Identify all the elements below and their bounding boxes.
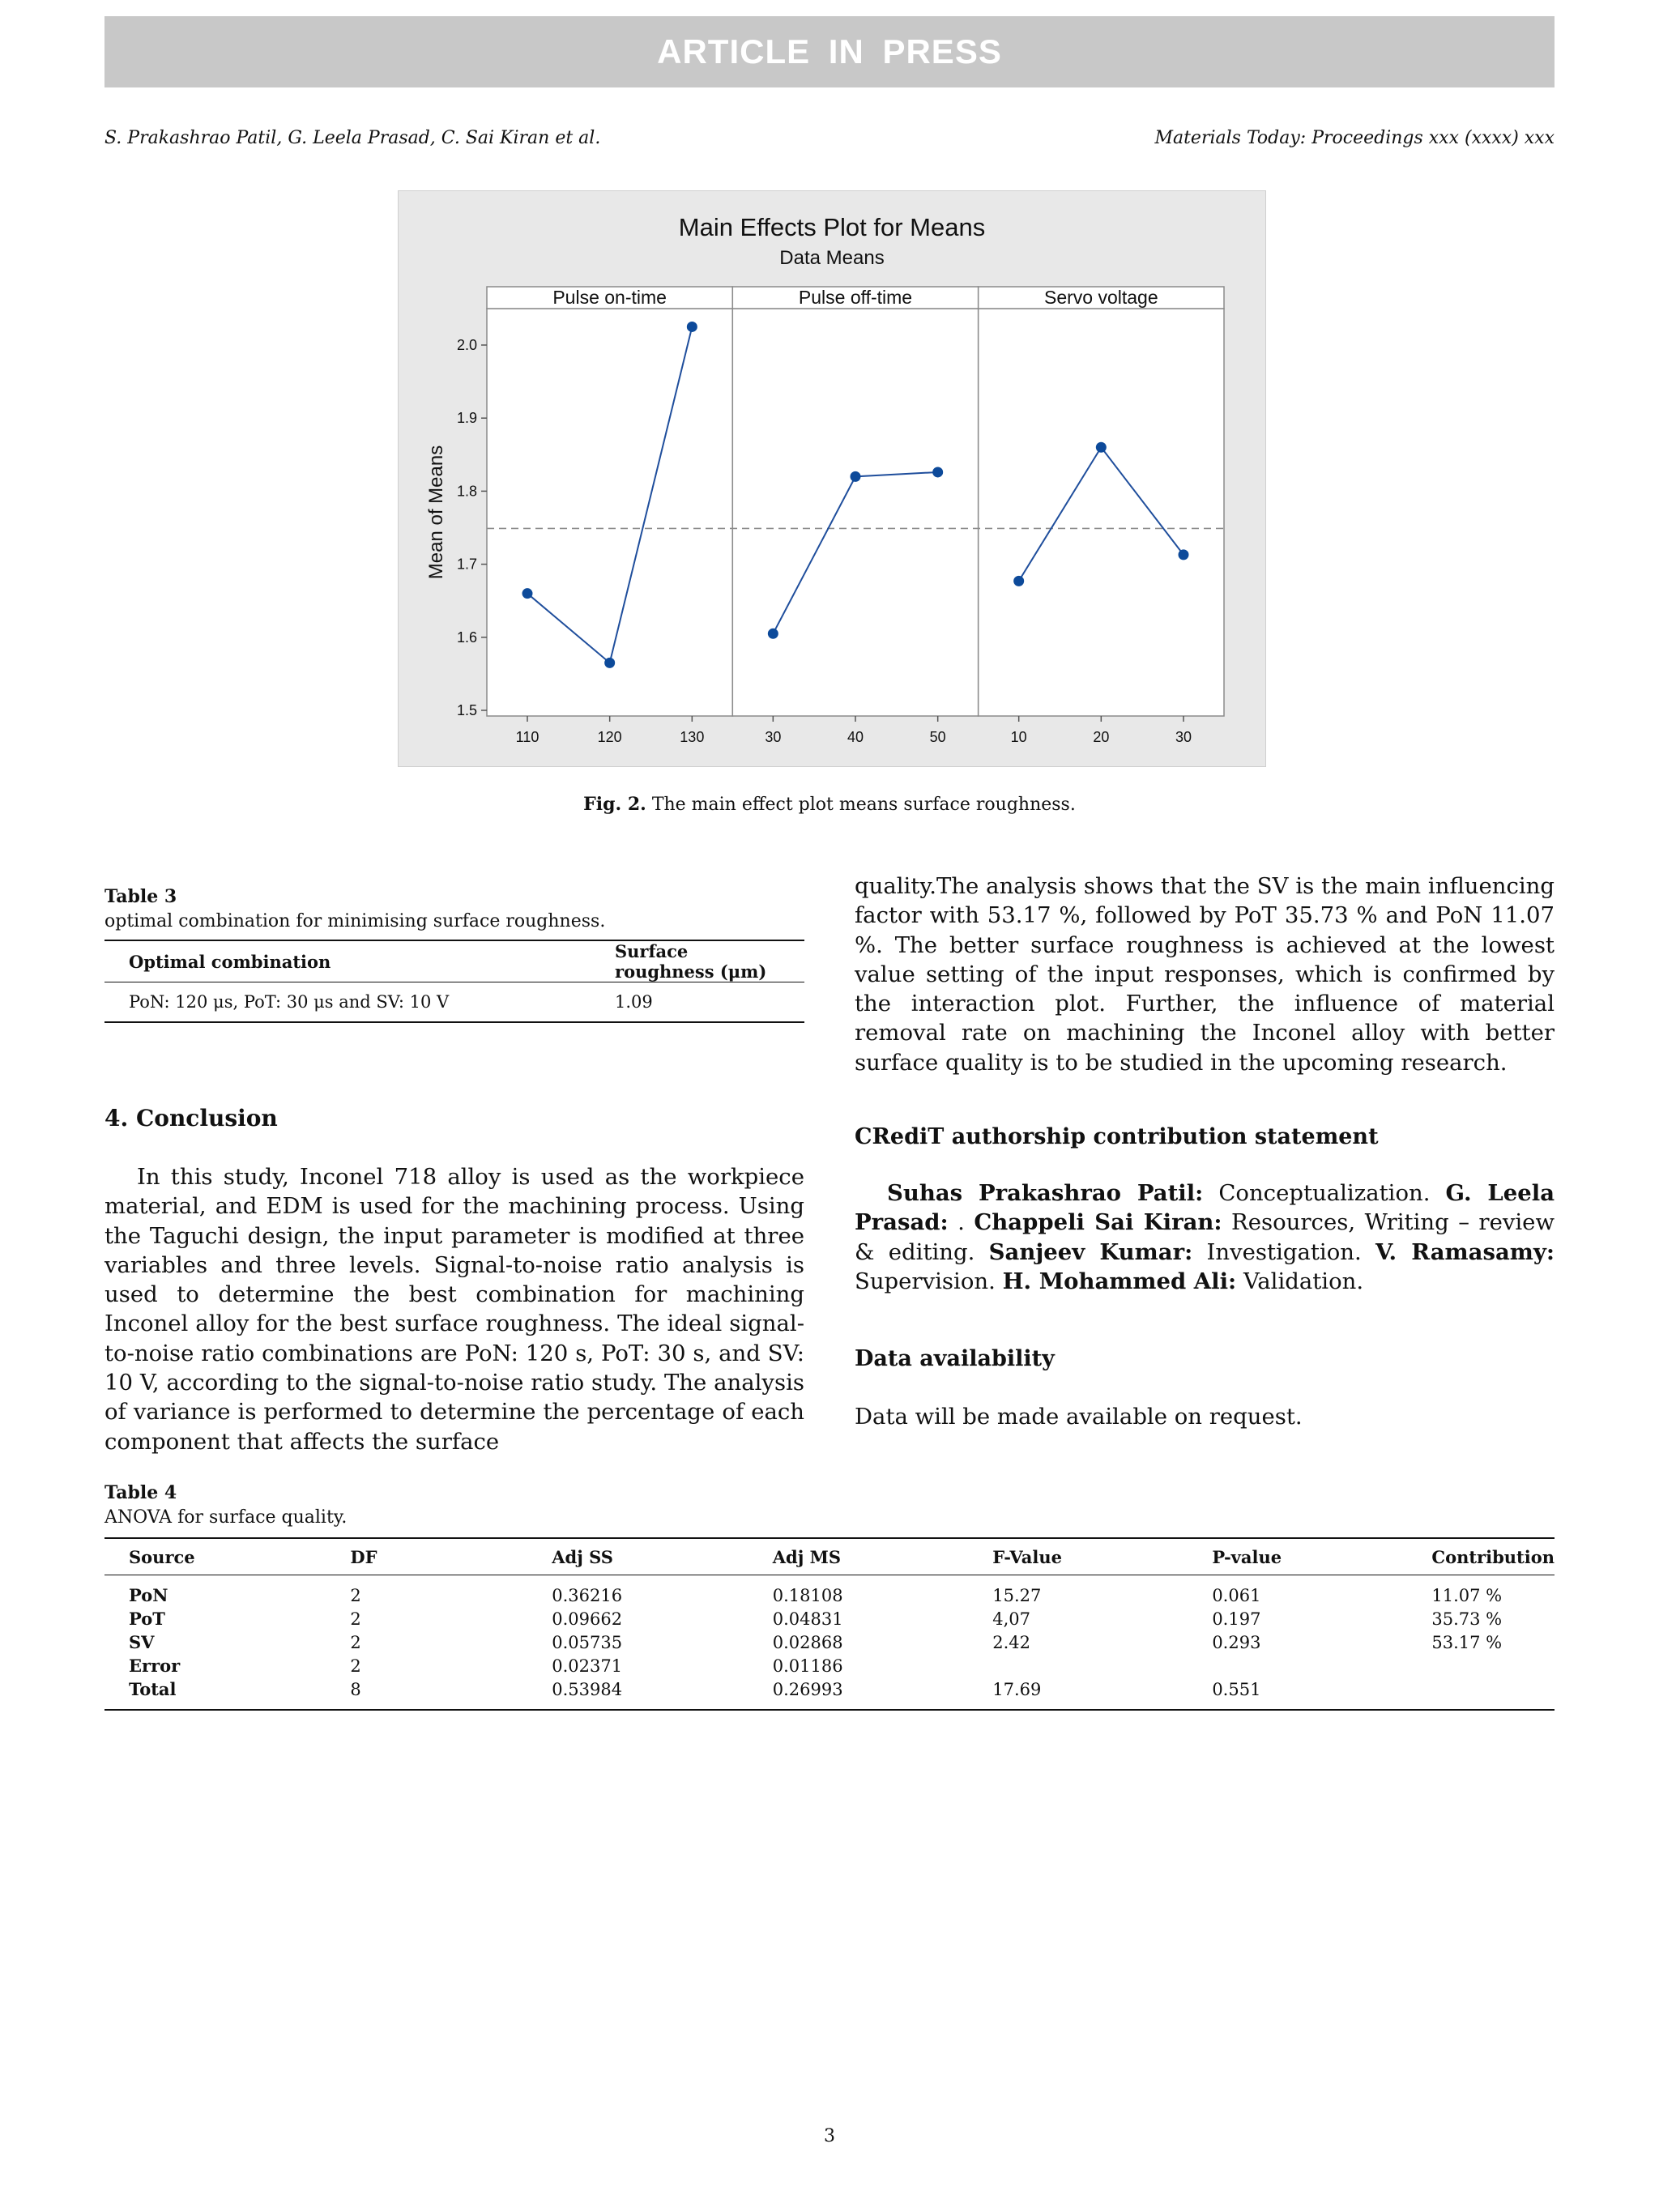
table4-cell: 11.07 %	[1431, 1585, 1503, 1605]
table4-cell: 0.061	[1212, 1585, 1261, 1605]
table4-cell: Error	[129, 1656, 181, 1676]
table4-cell: 0.197	[1212, 1609, 1261, 1629]
table-row	[104, 982, 804, 1023]
data-point	[604, 658, 615, 668]
table4-cell: 0.01186	[772, 1656, 843, 1676]
y-tick-label: 1.6	[456, 629, 477, 646]
x-tick-label: 40	[847, 729, 864, 745]
table4-header: F-Value	[992, 1546, 1062, 1567]
credit-role: Validation.	[1243, 1268, 1364, 1294]
table4-cell	[1407, 1654, 1555, 1677]
table4-cell	[1407, 1677, 1555, 1710]
table4-cell: 0.551	[1212, 1679, 1261, 1699]
table4-cell: PoT	[129, 1609, 165, 1629]
table4-header: DF	[350, 1546, 377, 1567]
data-point	[1096, 442, 1107, 453]
table4-header: Source	[129, 1546, 195, 1567]
credit-name: V. Ramasamy:	[1375, 1238, 1555, 1265]
running-head-journal: Materials Today: Proceedings xxx (xxxx) xxx	[1154, 128, 1555, 148]
panel-header-label: Pulse on-time	[552, 287, 667, 308]
table4-cell	[968, 1654, 1188, 1677]
x-tick-label: 50	[929, 729, 946, 745]
x-tick-label: 130	[680, 729, 705, 745]
credit-name: G. Leela Prasad:	[855, 1180, 1555, 1236]
data-point	[522, 588, 533, 599]
credit-statement	[855, 1178, 1555, 1296]
conclusion-heading: 4. Conclusion	[104, 1105, 278, 1132]
table4-cell: 2.42	[992, 1632, 1031, 1652]
table4-cell: PoN	[129, 1585, 168, 1605]
table-row	[104, 1575, 1555, 1608]
table4-header: P-value	[1212, 1546, 1282, 1567]
table4-header: Adj SS	[552, 1546, 613, 1567]
y-tick-label: 2.0	[456, 337, 477, 353]
table-row	[104, 1654, 1555, 1677]
x-tick-label: 120	[597, 729, 622, 745]
table4-cell: 0.293	[1212, 1632, 1261, 1652]
chart-title: Main Effects Plot for Means	[678, 213, 986, 241]
table4-cell: 4,07	[992, 1609, 1031, 1629]
table-row	[104, 1607, 1555, 1630]
table4-cell: 0.36216	[552, 1585, 623, 1605]
panel-header-label: Pulse off-time	[798, 287, 913, 308]
x-tick-label: 30	[765, 729, 782, 745]
credit-name: Sanjeev Kumar:	[988, 1238, 1193, 1265]
page-number: 3	[824, 2126, 835, 2146]
data-availability-text: Data will be made available on request.	[855, 1404, 1303, 1430]
table4-cell: 2	[350, 1609, 361, 1629]
credit-heading: CRediT authorship contribution statement	[855, 1124, 1379, 1150]
credit-role: .	[957, 1209, 965, 1236]
x-tick-label: 110	[515, 729, 539, 745]
table4-cell: 0.18108	[772, 1585, 843, 1605]
table4-cell: 8	[350, 1679, 361, 1699]
y-axis-label: Mean of Means	[425, 445, 447, 580]
panel-frame	[979, 309, 1224, 716]
data-point	[851, 471, 861, 482]
table3-header-combination: Optimal combination	[129, 951, 331, 972]
data-point	[1013, 576, 1024, 586]
credit-role: Investigation.	[1206, 1238, 1362, 1265]
table-row	[104, 1677, 1555, 1710]
data-point	[1179, 549, 1189, 560]
table4-cell: 0.02868	[772, 1632, 843, 1652]
table4-cell: 0.05735	[552, 1632, 623, 1652]
table3-cell-roughness: 1.09	[615, 992, 653, 1012]
table4	[104, 1537, 1555, 1711]
table3-label: Table 3	[104, 886, 177, 907]
table4-cell: SV	[129, 1632, 155, 1652]
table3-caption-block	[104, 884, 804, 934]
panel-frame	[732, 309, 978, 716]
table4-caption: ANOVA for surface quality.	[104, 1507, 348, 1528]
credit-name: H. Mohammed Ali:	[1002, 1268, 1237, 1294]
table4-cell: 35.73 %	[1431, 1609, 1503, 1629]
conclusion-continuation: quality.The analysis shows that the SV is the main influencing factor with 53.17 %, followed by PoT 35.73 % and PoN 11.07 %. The better surface roughness is achieved at the lowest value setting of the input responses, which is confirmed by the interaction plot. Further, the influence of material removal rate on machining the Inconel alloy with better surface quality is to be studied in the upcoming research.	[855, 873, 1555, 1076]
y-tick-label: 1.9	[456, 410, 477, 427]
figure-caption-text: The main effect plot means surface roughness.	[651, 795, 1076, 815]
credit-role: Conceptualization.	[1218, 1180, 1431, 1207]
table4-caption-block	[104, 1481, 804, 1530]
table4-cell: 0.02371	[552, 1656, 623, 1676]
data-point	[932, 467, 943, 477]
credit-role: Resources, Writing – review & editing.	[855, 1209, 1555, 1265]
data-availability-heading: Data availability	[855, 1346, 1055, 1372]
conclusion-section	[104, 1105, 804, 1456]
figure-caption	[0, 794, 1659, 815]
credit-name: Chappeli Sai Kiran:	[974, 1209, 1222, 1236]
table4-cell: 53.17 %	[1431, 1632, 1503, 1652]
y-tick-label: 1.5	[456, 702, 477, 718]
credit-role: Supervision.	[855, 1268, 996, 1294]
data-point	[687, 322, 697, 332]
right-column	[855, 872, 1555, 1432]
table4-header: Adj MS	[772, 1546, 842, 1567]
table4-cell: 0.04831	[772, 1609, 843, 1629]
table4-cell: 2	[350, 1632, 361, 1652]
panel-header-label: Servo voltage	[1044, 287, 1158, 308]
chart-subtitle: Data Means	[779, 247, 885, 269]
conclusion-text: In this study, Inconel 718 alloy is used as the workpiece material, and EDM is used for the machining process. Using the Taguchi design, the input parameter is modified at three variables and three levels. Signal-to-noise ratio analysis is used to determine the best combination for machining Inconel alloy for the best surface roughness. The ideal signal-to-noise ratio combinations are PoN: 120 s, PoT: 30 s, and SV: 10 V, according to the signal-to-noise ratio study. The analysis of variance is performed to determine the percentage of each component that affects the surface	[104, 1164, 804, 1455]
table3	[104, 940, 804, 1023]
table4-header: Contribution	[1431, 1546, 1555, 1567]
table3-cell-combination: PoN: 120 μs, PoT: 30 μs and SV: 10 V	[129, 992, 450, 1012]
panel-frame	[487, 309, 732, 716]
table4-cell: 0.53984	[552, 1679, 623, 1699]
table4-cell: Total	[129, 1679, 177, 1699]
y-tick-label: 1.7	[456, 556, 477, 573]
table4-cell: 17.69	[992, 1679, 1042, 1699]
table3-caption: optimal combination for minimising surface roughness.	[104, 911, 606, 931]
data-point	[768, 629, 778, 639]
table4-cell: 2	[350, 1656, 361, 1676]
table4-cell: 15.27	[992, 1585, 1042, 1605]
x-tick-label: 20	[1093, 729, 1110, 745]
x-tick-label: 10	[1010, 729, 1027, 745]
figure-main-effects-plot	[398, 190, 1266, 767]
table4-cell: 2	[350, 1585, 361, 1605]
table4-cell: 0.09662	[552, 1609, 623, 1629]
x-tick-label: 30	[1175, 729, 1192, 745]
table3-header-roughness: Surface roughness (μm)	[615, 941, 767, 982]
table4-cell	[1188, 1654, 1407, 1677]
main-effects-chart	[399, 191, 1265, 766]
running-head-authors: S. Prakashrao Patil, G. Leela Prasad, C. Sai Kiran et al.	[104, 128, 601, 148]
table4-cell: 0.26993	[772, 1679, 843, 1699]
table-row	[104, 1630, 1555, 1654]
y-tick-label: 1.8	[456, 483, 477, 500]
figure-caption-label: Fig. 2.	[583, 794, 646, 815]
article-in-press-banner: ARTICLE IN PRESS	[104, 16, 1555, 87]
credit-name: Suhas Prakashrao Patil:	[887, 1180, 1204, 1207]
table4-label: Table 4	[104, 1482, 177, 1503]
